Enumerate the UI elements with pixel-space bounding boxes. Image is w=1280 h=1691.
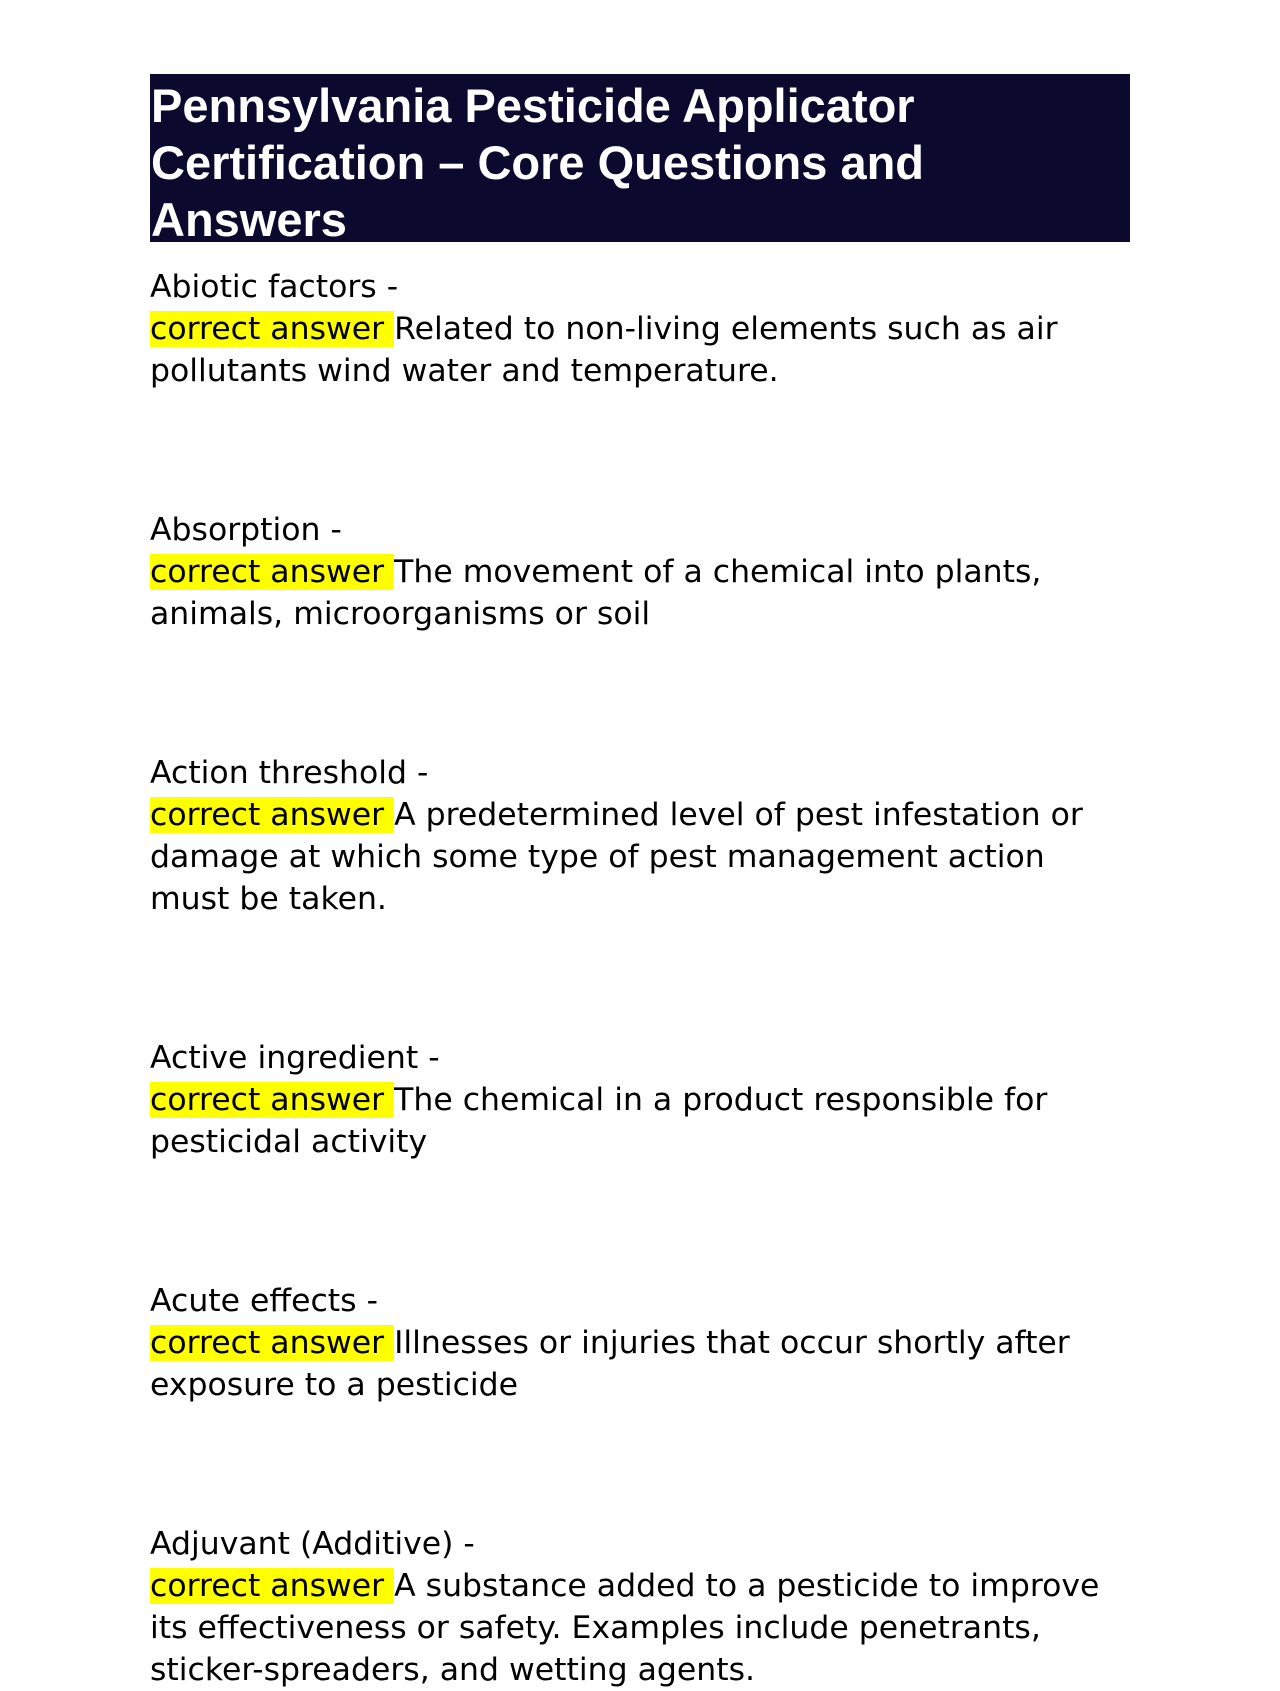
- entry-spacer: [150, 1163, 1130, 1280]
- entry-answer: [150, 1322, 1130, 1406]
- entry-term: Active ingredient -: [150, 1040, 440, 1076]
- qa-entry-absorption: [150, 509, 1130, 635]
- entry-term: Action threshold -: [150, 755, 429, 791]
- entry-definition: Illnesses or injuries that occur shortly after exposure to a pesticide: [150, 1325, 1070, 1403]
- entry-spacer: [150, 635, 1130, 752]
- entry-term: Adjuvant (Additive) -: [150, 1526, 475, 1562]
- qa-entry-abiotic-factors: [150, 266, 1130, 392]
- correct-answer-label: correct answer: [150, 1082, 395, 1118]
- qa-list: [150, 266, 1130, 1691]
- entry-answer: [150, 551, 1130, 635]
- entry-answer: [150, 1079, 1130, 1163]
- correct-answer-label: correct answer: [150, 311, 395, 347]
- entry-definition: The chemical in a product responsible for pesticidal activity: [150, 1082, 1048, 1160]
- qa-entry-action-threshold: [150, 752, 1130, 920]
- document-title: Pennsylvania Pesticide Applicator Certification – Core Questions and Answers: [150, 74, 1130, 242]
- entry-spacer: [150, 1406, 1130, 1523]
- qa-entry-active-ingredient: [150, 1037, 1130, 1163]
- entry-answer: [150, 308, 1130, 392]
- correct-answer-label: correct answer: [150, 1325, 395, 1361]
- entry-definition: Related to non-living elements such as air pollutants wind water and temperature.: [150, 311, 1058, 389]
- entry-answer: [150, 1565, 1130, 1691]
- entry-term: Absorption -: [150, 512, 342, 548]
- correct-answer-label: correct answer: [150, 797, 395, 833]
- correct-answer-label: correct answer: [150, 1568, 395, 1604]
- qa-entry-adjuvant: [150, 1523, 1130, 1691]
- entry-term: Acute effects -: [150, 1283, 378, 1319]
- entry-definition: The movement of a chemical into plants, animals, microorganisms or soil: [150, 554, 1042, 632]
- qa-entry-acute-effects: [150, 1280, 1130, 1406]
- document-page: [150, 74, 1130, 1691]
- entry-term: Abiotic factors -: [150, 269, 399, 305]
- entry-answer: [150, 794, 1130, 920]
- entry-definition: A substance added to a pesticide to improve its effectiveness or safety. Examples include penetrants, sticker-spreaders, and wetting agents.: [150, 1568, 1100, 1688]
- entry-spacer: [150, 392, 1130, 509]
- entry-definition: A predetermined level of pest infestation or damage at which some type of pest management action must be taken.: [150, 797, 1083, 917]
- correct-answer-label: correct answer: [150, 554, 395, 590]
- entry-spacer: [150, 920, 1130, 1037]
